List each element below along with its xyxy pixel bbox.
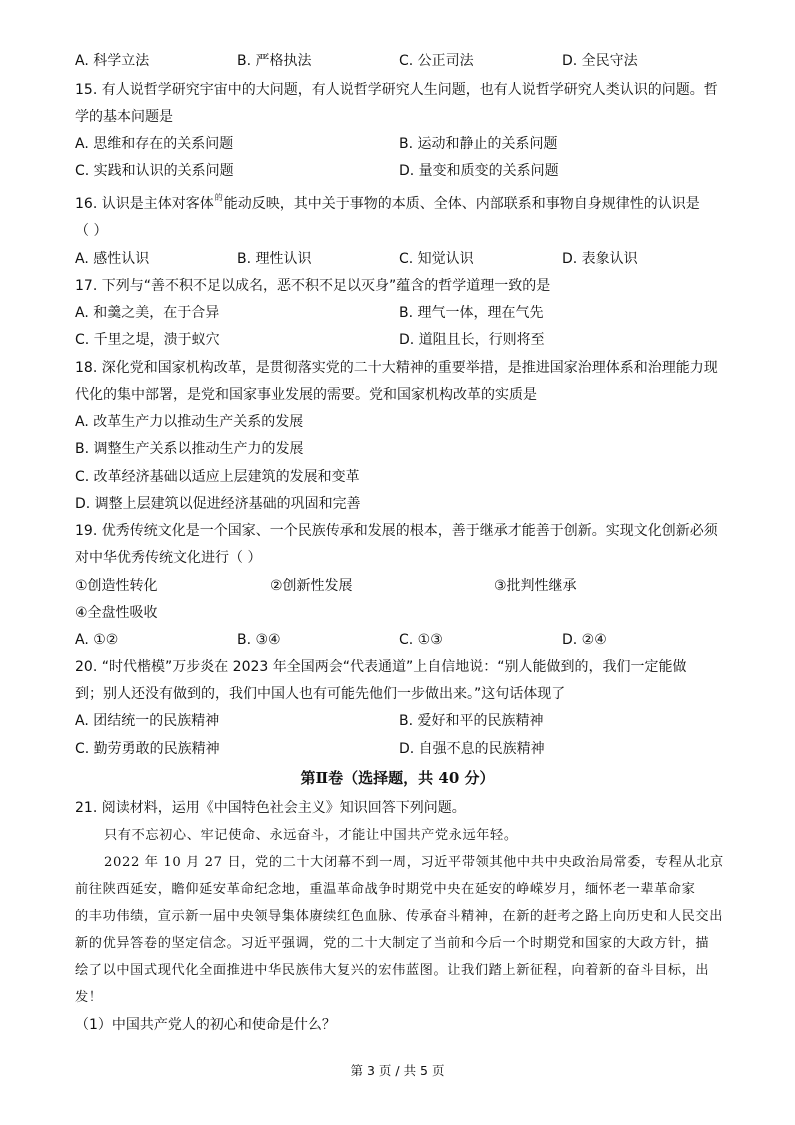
q21-material-line2: 2022 年 10 月 27 日，党的二十大闭幕不到一周，习近平带领其他中共中央政治局常委，专程从北京: [104, 855, 724, 870]
q15-option-d: D. 量变和质变的关系问题: [399, 163, 559, 179]
q18-option-b: B. 调整生产关系以推动生产力的发展: [75, 441, 304, 457]
q19-stem-line2: 对中华优秀传统文化进行（ ）: [75, 550, 262, 566]
q19-stem-line1: 19. 优秀传统文化是一个国家、一个民族传承和发展的根本，善于继承才能善于创新。实现文化创新必须: [75, 523, 718, 539]
q21-material-line1: 只有不忘初心、牢记使命、永远奋斗，才能让中国共产党永远年轻。: [104, 828, 518, 843]
q20-option-b: B. 爱好和平的民族精神: [399, 713, 544, 729]
q15-option-c: C. 实践和认识的关系问题: [75, 163, 234, 179]
q17-stem: 17. 下列与“善不积不足以成名，恶不积不足以灭身”蕴含的哲学道理一致的是: [75, 278, 551, 294]
q17-option-d: D. 道阻且长，行则将至: [399, 332, 545, 348]
q14-option-d: D. 全民守法: [562, 53, 638, 69]
q19-item-4: ④全盘性吸收: [75, 605, 158, 621]
q20-stem-line2: 到；别人还没有做到的，我们中国人也有可能先他们一步做出来。”这句话体现了: [75, 686, 566, 702]
q16-stem-a: 16. 认识是主体对客体: [75, 196, 214, 212]
q16-stem-b: 能动反映，其中关于事物的本质、全体、内部联系和事物自身规律性的认识是: [223, 196, 700, 212]
q21-material-line3: 前往陕西延安，瞻仰延安革命纪念地，重温革命战争时期党中央在延安的峥嵘岁月，缅怀老一辈革命家: [75, 882, 696, 897]
q16-option-d: D. 表象认识: [562, 251, 638, 267]
q15-stem-line1: 15. 有人说哲学研究宇宙中的大问题，有人说哲学研究人生问题，也有人说哲学研究人类认识的问题。哲: [75, 82, 718, 98]
q21-material-line5: 新的优异答卷的坚定信念。习近平强调，党的二十大制定了当前和今后一个时期党和国家的大政方针，描: [75, 936, 710, 951]
q17-option-a: A. 和羹之美，在于合异: [75, 305, 220, 321]
q21-material-line6: 绘了以中国式现代化全面推进中华民族伟大复兴的宏伟蓝图。让我们踏上新征程，向着新的奋斗目标，出: [75, 963, 710, 978]
q14-option-a: A. 科学立法: [75, 53, 150, 69]
q16-paren: （ ）: [75, 223, 108, 239]
q21-material-line7: 发！: [75, 990, 103, 1005]
q19-option-a: A. ①②: [75, 632, 119, 648]
q14-option-b: B. 严格执法: [237, 53, 312, 69]
q19-item-2: ②创新性发展: [270, 578, 353, 594]
q21-stem: 21. 阅读材料，运用《中国特色社会主义》知识回答下列问题。: [75, 800, 466, 816]
q20-option-a: A. 团结统一的民族精神: [75, 713, 220, 729]
page-footer: 第 3 页 / 共 5 页: [350, 1063, 445, 1078]
q16-stem-sup: 的: [214, 193, 223, 202]
q15-stem-line2: 学的基本问题是: [75, 109, 173, 125]
q19-option-b: B. ③④: [237, 632, 281, 648]
q16-option-b: B. 理性认识: [237, 251, 312, 267]
q17-option-b: B. 理气一体，理在气先: [399, 305, 544, 321]
q18-option-d: D. 调整上层建筑以促进经济基础的巩固和完善: [75, 496, 361, 512]
q19-item-3: ③批判性继承: [494, 578, 577, 594]
q17-option-c: C. 千里之堤，溃于蚁穴: [75, 332, 220, 348]
q19-option-c: C. ①③: [399, 632, 443, 648]
q16-option-a: A. 感性认识: [75, 251, 150, 267]
q18-stem-line2: 代化的集中部署，是党和国家事业发展的需要。党和国家机构改革的实质是: [75, 387, 537, 403]
q16-stem: [75, 195, 725, 215]
q20-option-c: C. 勤劳勇敢的民族精神: [75, 741, 220, 757]
q18-stem-line1: 18. 深化党和国家机构改革，是贯彻落实党的二十大精神的重要举措，是推进国家治理体系和治理能力现: [75, 360, 718, 376]
q21-sub-question-1: （1）中国共产党人的初心和使命是什么？: [75, 1017, 336, 1033]
q15-option-b: B. 运动和静止的关系问题: [399, 136, 558, 152]
q19-option-d: D. ②④: [562, 632, 607, 648]
q18-option-a: A. 改革生产力以推动生产关系的发展: [75, 414, 304, 430]
q20-stem-line1: 20. “时代楷模”万步炎在 2023 年全国两会“代表通道”上自信地说：“别人能做到的，我们一定能做: [75, 659, 687, 675]
q14-option-c: C. 公正司法: [399, 53, 474, 69]
q19-item-1: ①创造性转化: [75, 578, 158, 594]
q21-material-line4: 的丰功伟绩，宣示新一届中央领导集体赓续红色血脉、传承奋斗精神，在新的赶考之路上向历史和人民交出: [75, 909, 724, 924]
section-title: 第Ⅱ卷（选择题，共 40 分）: [300, 769, 495, 787]
q18-option-c: C. 改革经济基础以适应上层建筑的发展和变革: [75, 469, 360, 485]
q20-option-d: D. 自强不息的民族精神: [399, 741, 545, 757]
q16-option-c: C. 知觉认识: [399, 251, 474, 267]
q15-option-a: A. 思维和存在的关系问题: [75, 136, 234, 152]
